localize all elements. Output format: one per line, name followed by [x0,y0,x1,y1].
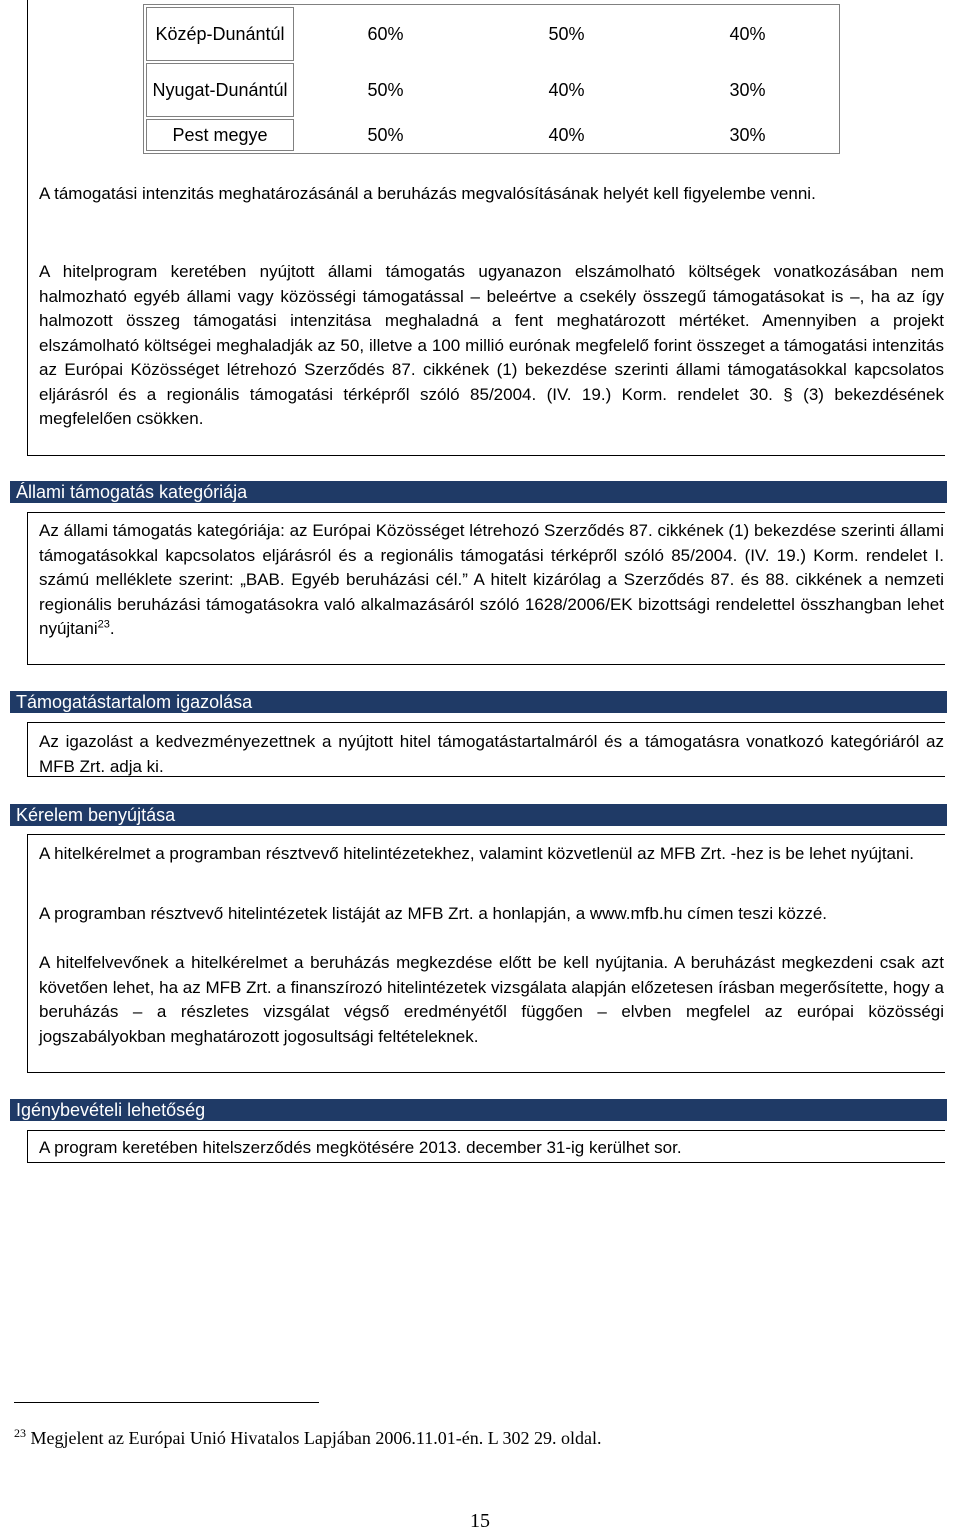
footnote [14,1428,602,1449]
category-text: Az állami támogatás kategóriája: az Európai Közösséget létrehozó Szerződés 87. cikkének (1) bekezdése szerinti állami támogatásokkal kapcsolatos eljárásról és a regionális támogatási térképről szóló 85/2004. (IV. 19.) Korm. rendelet I. számú melléklete szerint: „BAB. Egyéb beruházási cél.” A hitelt kizárólag a Szerződés 87. és 88. cikkének a nemzeti regionális beruházási támogatásokra való alkalmazásáról szóló 1628/2006/EK bizottsági rendelettel összhangban lehet nyújtani [39,521,944,638]
left-rule [27,512,28,664]
heading-rule [27,834,945,835]
table-row [146,63,837,117]
left-rule [27,0,28,455]
availability-paragraph: A program keretében hitelszerződés megkötésére 2013. december 31-ig kerülhet sor. [39,1138,682,1157]
region-cell: Pest megye [146,119,294,151]
rate-cell: 30% [729,124,766,145]
rate-cell: 40% [548,79,585,100]
footnote-separator [14,1402,319,1403]
application-paragraph-2: A programban résztvevő hitelintézetek listáját az MFB Zrt. a honlapján, a www.mfb.hu címen teszi közzé. [39,904,828,923]
rate-cell: 50% [548,23,585,44]
rate-cell: 60% [367,23,404,44]
intensity-note: A támogatási intenzitás meghatározásánál a beruházás megvalósításának helyét kell figyelembe venni. [39,184,816,203]
rate-cell: 50% [367,79,404,100]
footnote-reference: 23 [97,618,110,631]
section-heading-certification: Támogatástartalom igazolása [10,691,947,713]
section-bottom-rule [27,1162,945,1163]
heading-rule [27,722,945,723]
table-row [146,7,837,61]
left-rule [27,1130,28,1162]
rate-cell: 40% [729,23,766,44]
section-bottom-rule [27,1072,945,1073]
section-heading-application: Kérelem benyújtása [10,804,947,826]
section-bottom-rule [27,455,945,456]
cumulation-paragraph: A hitelprogram keretében nyújtott állami támogatás ugyanazon elszámolható költségek vonatkozásában nem halmozható egyéb állami vagy közösségi támogatással – beleértve a csekély összegű támogatásokat is –, ha az így halmozott összeg támogatási intenzitása meghaladná a fent meghatározott mértéket. Amennyiben a projekt elszámolható költségei meghaladják az 50, illetve a 100 millió eurónak megfelelő forint összeget a támogatási intenzitás az Európai Közösséget létrehozó Szerződés 87. cikkének (1) bekezdése szerinti állami támogatásokkal kapcsolatos eljárásról és a regionális támogatási térképről szóló 85/2004. (IV. 19.) Korm. rendelet 30. § (3) bekezdésének megfelelően csökken. [39,262,944,428]
category-text-end: . [109,619,115,638]
rate-cell: 40% [548,124,585,145]
section-heading-category: Állami támogatás kategóriája [10,481,947,503]
application-paragraph-1: A hitelkérelmet a programban résztvevő hitelintézetekhez, valamint közvetlenül az MFB Zrt. -hez is be lehet nyújtani. [39,844,914,863]
region-cell: Közép-Dunántúl [146,7,294,61]
left-rule [27,722,28,776]
region-cell: Nyugat-Dunántúl [146,63,294,117]
heading-rule [27,512,945,513]
section-bottom-rule [27,664,945,665]
rate-cell: 30% [729,79,766,100]
certification-paragraph: Az igazolást a kedvezményezettnek a nyújtott hitel támogatástartalmáról és a támogatásra vonatkozó kategóriáról az MFB Zrt. adja ki. [39,732,944,776]
rate-cell: 50% [367,124,404,145]
section-heading-availability: Igénybevételi lehetőség [10,1099,947,1121]
intensity-table [143,4,840,154]
table-row [146,119,837,151]
application-paragraph-3: A hitelfelvevőnek a hitelkérelmet a beruházás megkezdése előtt be kell nyújtania. A beruházást megkezdeni csak azt követően lehet, ha az MFB Zrt. a finanszírozó hitelintézetek vizsgálata alapján előzetesen írásban megerősítette, hogy a beruházás – a részletes vizsgálat végső eredményétől függően – elvben megfelel az európai közösségi jogszabályokban meghatározott jogosultsági feltételeknek. [39,953,944,1046]
heading-rule [27,1130,945,1131]
page-number: 15 [470,1510,490,1532]
footnote-text: Megjelent az Európai Unió Hivatalos Lapjában 2006.11.01-én. L 302 29. oldal. [30,1428,602,1448]
left-rule [27,834,28,1072]
footnote-number: 23 [14,1426,26,1440]
category-paragraph [39,519,944,642]
